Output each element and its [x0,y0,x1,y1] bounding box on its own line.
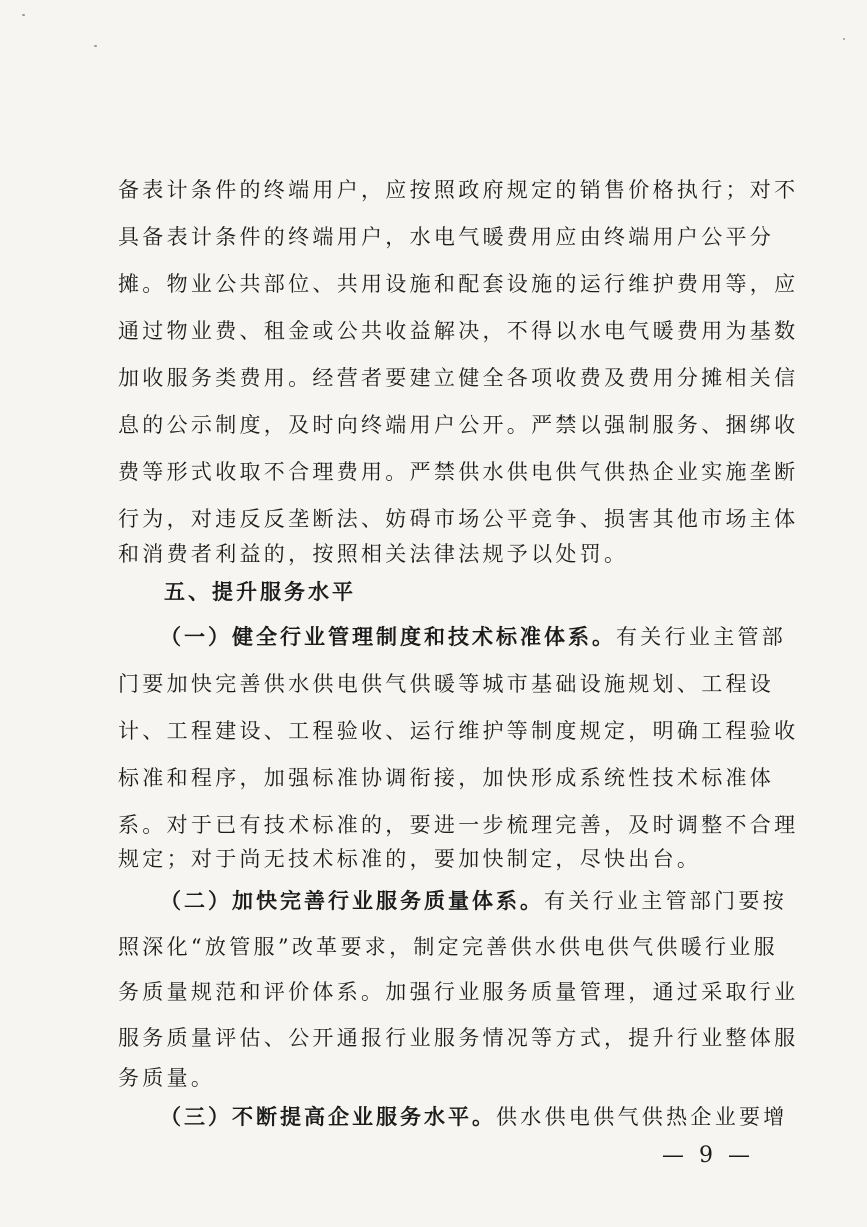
item-2-title: （二）加快完善行业服务质量体系。 [160,889,544,913]
paragraph-line: 规定；对于尚无技术标准的，要加快制定，尽快出台。 [118,847,702,871]
item-3-first-line [160,1103,788,1131]
paragraph-line: 门要加快完善供水供电供气供暖等城市基础设施规划、工程设 [118,672,775,696]
item-1-title: （一）健全行业管理制度和技术标准体系。 [160,625,616,649]
paragraph-line: 行为，对违反反垄断法、妨碍市场公平竞争、损害其他市场主体 [118,507,799,531]
paragraph-line: 和消费者利益的，按照相关法律法规予以处罚。 [118,542,629,566]
paragraph-line: 费等形式收取不合理费用。严禁供水供电供气供热企业实施垄断 [118,460,799,484]
paragraph-line: 摊。物业公共部位、共用设施和配套设施的运行维护费用等，应 [118,272,799,296]
item-1-first-line-text: 有关行业主管部 [616,625,787,649]
scan-speck [94,45,97,47]
page-number: — 9 — [662,1143,754,1168]
item-3-first-line-text: 供水供电供气供热企业要增 [496,1105,788,1129]
paragraph-line: 具备表计条件的终端用户，水电气暖费用应由终端用户公平分 [118,225,775,249]
paragraph-line: 照深化“放管服”改革要求，制定完善供水供电供气供暖行业服 [118,935,778,959]
paragraph-line: 加收服务类费用。经营者要建立健全各项收费及费用分摊相关信 [118,366,799,390]
item-2-first-line-text: 有关行业主管部门要按 [544,889,787,913]
paragraph-line: 服务质量评估、公开通报行业服务情况等方式，提升行业整体服 [118,1026,799,1050]
paragraph-line: 备表计条件的终端用户，应按照政府规定的销售价格执行；对不 [118,178,799,202]
paragraph-line: 务质量。 [118,1066,216,1090]
paragraph-line: 息的公示制度，及时向终端用户公开。严禁以强制服务、捆绑收 [118,413,799,437]
scan-speck [843,38,845,40]
item-1-first-line [160,623,787,651]
paragraph-line: 务质量规范和评价体系。加强行业服务质量管理，通过采取行业 [118,980,799,1004]
paragraph-line: 系。对于已有技术标准的，要进一步梳理完善，及时调整不合理 [118,813,799,837]
paragraph-line: 通过物业费、租金或公共收益解决，不得以水电气暖费用为基数 [118,319,799,343]
paragraph-line: 标准和程序，加强标准协调衔接，加快形成系统性技术标准体 [118,766,775,790]
item-3-title: （三）不断提高企业服务水平。 [160,1105,496,1129]
section-heading: 五、提升服务水平 [164,580,356,604]
scan-speck [22,14,25,16]
item-2-first-line [160,887,787,915]
paragraph-line: 计、工程建设、工程验收、运行维护等制度规定，明确工程验收 [118,719,799,743]
